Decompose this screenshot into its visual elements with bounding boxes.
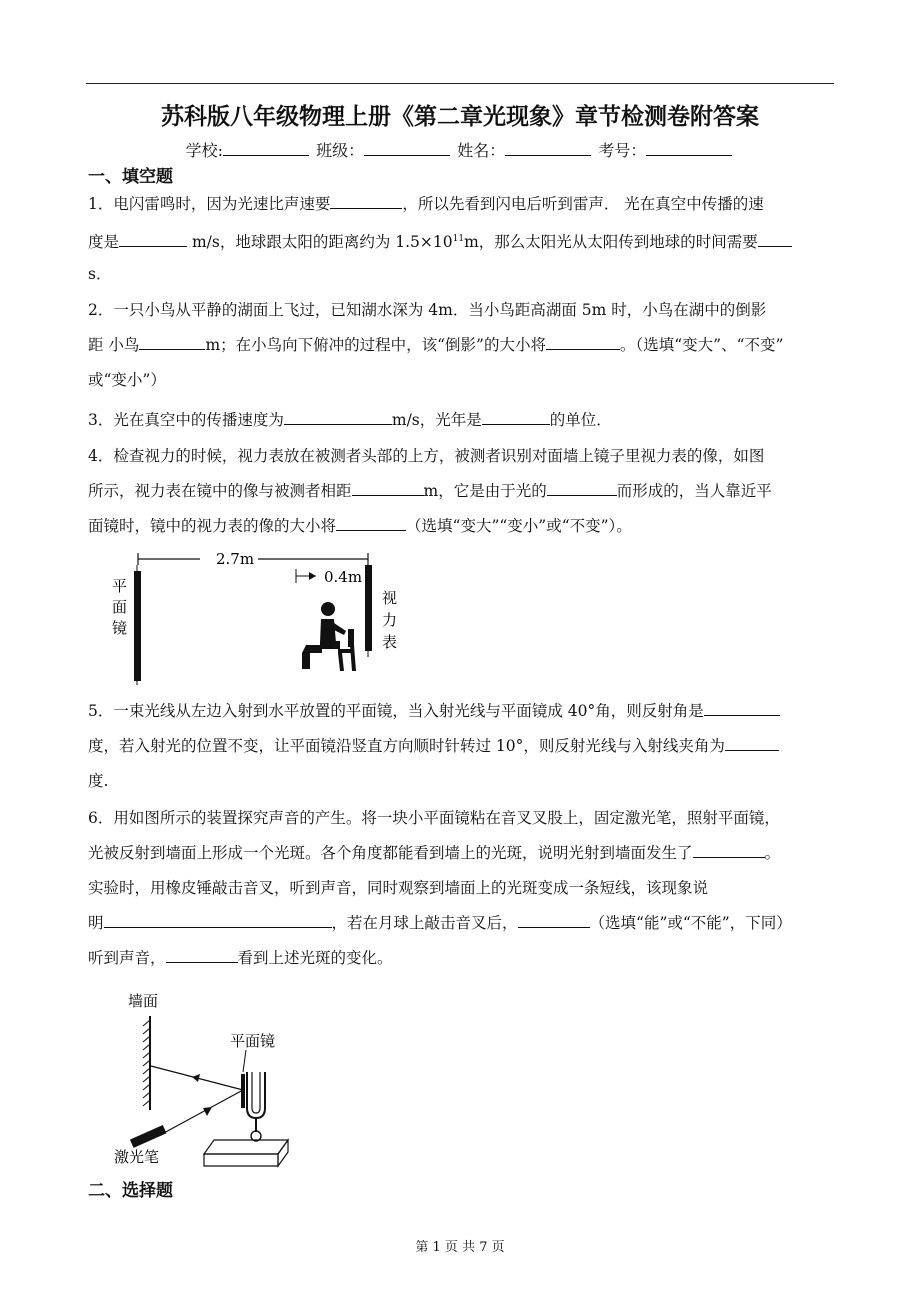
- q4-blank-3[interactable]: [336, 514, 406, 531]
- question-1: [88, 187, 836, 292]
- distance-total-label: 2.7m: [216, 550, 255, 568]
- laser-label: 激光笔: [114, 1148, 160, 1166]
- school-blank[interactable]: [223, 141, 309, 156]
- q6-text: 听到声音，: [88, 949, 166, 967]
- eye-chart: [365, 565, 372, 651]
- q1-text: m，那么太阳光从太阳传到地球的时间需要: [464, 233, 758, 252]
- class-label: 班级：: [316, 141, 365, 160]
- q2-text: m；在小鸟向下俯冲的过程中，该“倒影”的大小将: [205, 336, 546, 354]
- question-3: [88, 403, 836, 438]
- q4-blank-2[interactable]: [547, 479, 617, 496]
- q6-blank-2[interactable]: [104, 911, 332, 928]
- q6-text: 看到上述光斑的变化。: [237, 949, 393, 967]
- q6-text: 明: [88, 914, 104, 932]
- q5-text: 度.: [88, 772, 109, 790]
- q6-blank-4[interactable]: [166, 946, 238, 963]
- q4-text: 面镜时，镜中的视力表的像的大小将: [88, 517, 337, 535]
- question-5: [88, 694, 836, 799]
- q2-text: 或“变小”）: [88, 371, 166, 389]
- q1-text: m/s，地球跟太阳的距离约为 1.5×10: [187, 233, 453, 252]
- q4-text: 而形成的，当人靠近平: [616, 482, 772, 500]
- q4-text: 4．检查视力的时候，视力表放在被测者头部的上方，被测者识别对面墙上镜子里视力表的像，如图: [88, 447, 765, 465]
- q1-text: s．: [88, 265, 112, 283]
- q6-text: ，若在月球上敲击音叉后，: [331, 914, 518, 932]
- eye-test-figure: [100, 545, 420, 685]
- q6-blank-1[interactable]: [693, 841, 765, 858]
- chart-label-char: 视: [382, 589, 398, 607]
- page-title: 苏科版八年级物理上册《第二章光现象》章节检测卷附答案: [161, 104, 759, 130]
- arrow-head: [309, 572, 316, 580]
- q5-blank-2[interactable]: [725, 734, 779, 751]
- q4-text: m，它是由于光的: [423, 482, 547, 500]
- header-rule: [86, 83, 834, 84]
- q1-blank-2[interactable]: [119, 230, 187, 247]
- chart-label-char: 表: [382, 633, 398, 651]
- q3-blank-2[interactable]: [482, 408, 550, 425]
- school-label: 学校:: [185, 141, 224, 160]
- incident-ray: [162, 1090, 243, 1134]
- mirror-label-char: 面: [112, 598, 128, 616]
- distance-small-label: 0.4m: [324, 568, 363, 586]
- page-footer: 第 1 页 共 7 页: [415, 1240, 505, 1255]
- q1-exponent: 11: [452, 234, 465, 244]
- mirror-label-char: 平: [112, 577, 128, 595]
- q4-text: （选填“变大”“变小”或“不变”）。: [406, 517, 632, 535]
- q1-text: 度是: [88, 233, 120, 252]
- name-blank[interactable]: [505, 141, 591, 156]
- tuning-fork: [247, 1072, 265, 1118]
- q5-text: 度，若入射光的位置不变，让平面镜沿竖直方向顺时针转过 10°，则反射光线与入射线夹角为: [88, 737, 725, 755]
- q5-text: 5．一束光线从左边入射到水平放置的平面镜，当入射光线与平面镜成 40°角，则反射角是: [88, 702, 704, 720]
- q3-text: 的单位．: [549, 411, 612, 429]
- q2-text: 。（选填“变大”、“不变”: [620, 336, 784, 354]
- q5-blank-1[interactable]: [704, 699, 780, 716]
- q6-blank-3[interactable]: [518, 911, 590, 928]
- question-6: [88, 801, 836, 976]
- student-info-line: [0, 138, 920, 161]
- number-label: 考号：: [598, 141, 647, 160]
- label-leader: [243, 1050, 246, 1072]
- base-box-side: [278, 1140, 288, 1166]
- tuning-fork-inner: [252, 1072, 260, 1113]
- q2-blank-1[interactable]: [139, 333, 205, 350]
- number-blank[interactable]: [646, 141, 732, 156]
- ray-arrow: [192, 1074, 200, 1082]
- class-blank[interactable]: [364, 141, 450, 156]
- wall-hatching: [143, 1020, 150, 1106]
- q4-blank-1[interactable]: [352, 479, 424, 496]
- q6-text: 实验时，用橡皮锤敲击音叉，听到声音，同时观察到墙面上的光斑变成一条短线，该现象说: [88, 879, 709, 897]
- tuning-fork-figure: [100, 984, 320, 1170]
- base-box-top: [204, 1140, 288, 1154]
- small-mirror: [241, 1074, 245, 1108]
- q6-text: 6．用如图所示的装置探究声音的产生。将一块小平面镜粘在音叉叉股上，固定激光笔，照射平面镜，: [88, 809, 780, 827]
- q6-text: 。: [764, 844, 781, 862]
- q1-blank-1[interactable]: [330, 192, 402, 209]
- section-heading-choice: 二、选择题: [88, 1181, 173, 1201]
- q6-text: （选填“能”或“不能”，下同）: [589, 914, 792, 932]
- chart-label-char: 力: [382, 611, 398, 629]
- mirror-label-char: 镜: [112, 619, 128, 637]
- q3-blank-1[interactable]: [284, 408, 392, 425]
- q1-text: 1．电闪雷鸣时，因为光速比声速要: [88, 195, 331, 213]
- q2-text: 距 小鸟: [88, 336, 140, 354]
- q2-blank-2[interactable]: [546, 333, 620, 350]
- q3-text: m/s，光年是: [391, 411, 482, 429]
- q1-blank-3[interactable]: [758, 230, 792, 247]
- name-label: 姓名：: [457, 141, 506, 160]
- question-4: [88, 439, 836, 544]
- mirror-label: 平面镜: [230, 1032, 276, 1050]
- q6-text: 光被反射到墙面上形成一个光斑。各个角度都能看到墙上的光斑，说明光射到墙面发生了: [88, 844, 693, 862]
- q2-text: 2．一只小鸟从平静的湖面上飞过，已知湖水深为 4m．当小鸟距高湖面 5m 时，小鸟在湖中的倒影: [88, 301, 767, 319]
- section-heading-fill-in: 一、填空题: [88, 167, 173, 187]
- question-2: [88, 293, 836, 398]
- base-box-front: [204, 1154, 278, 1166]
- seated-person-icon: [302, 602, 356, 671]
- q3-text: 3．光在真空中的传播速度为: [88, 411, 284, 429]
- q1-text: ，所以先看到闪电后听到雷声． 光在真空中传播的速: [402, 195, 764, 213]
- wall-label: 墙面: [128, 992, 159, 1010]
- laser-pen: [130, 1125, 167, 1148]
- q4-text: 所示，视力表在镜中的像与被测者相距: [88, 482, 352, 500]
